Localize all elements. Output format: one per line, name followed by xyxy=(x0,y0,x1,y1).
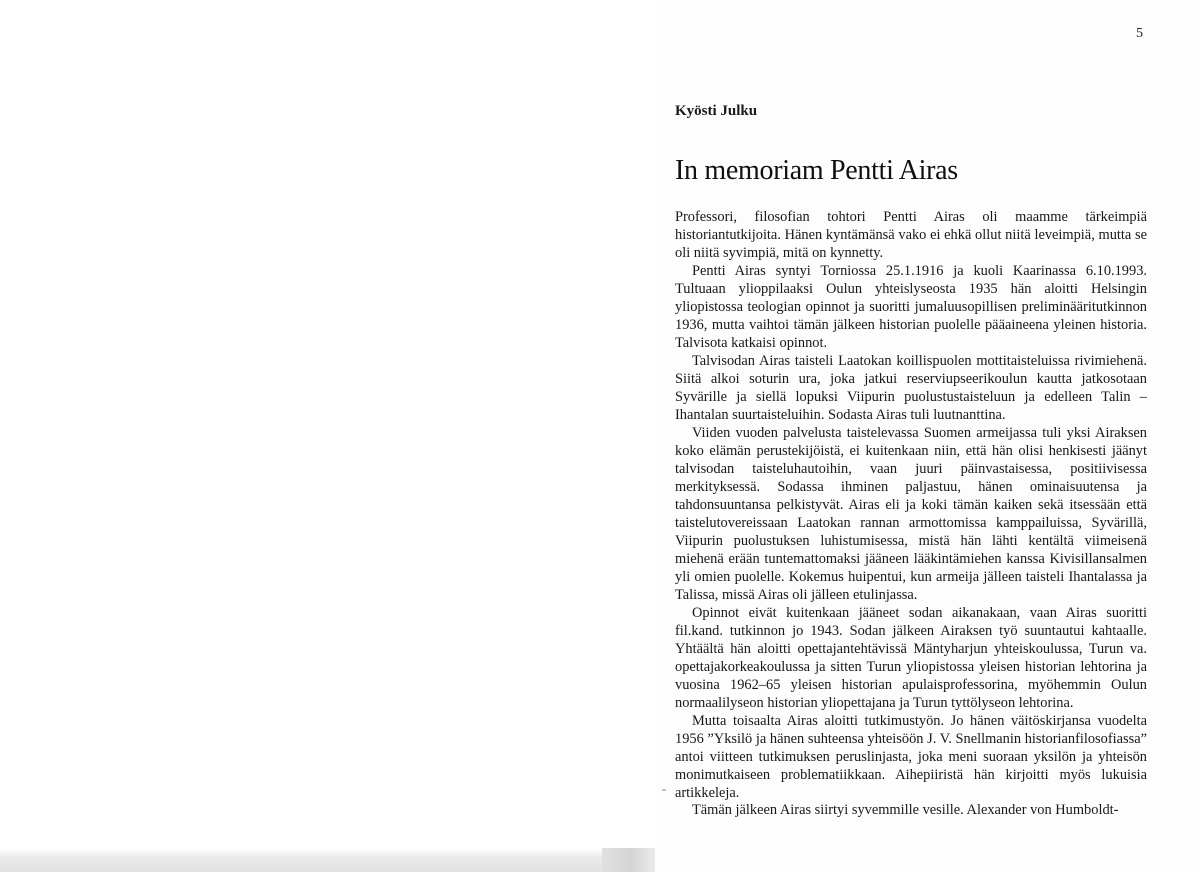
article-body xyxy=(675,209,1147,820)
margin-mark: - xyxy=(662,782,666,796)
article-title: In memoriam Pentti Airas xyxy=(675,155,958,186)
author-name: Kyösti Julku xyxy=(675,103,758,119)
paragraph: Tämän jälkeen Airas siirtyi syvemmille vesille. Alexander von Humboldt- xyxy=(692,802,1119,819)
left-page-bottom-shadow xyxy=(0,848,655,872)
paragraph: Viiden vuoden palvelusta taistelevassa Suomen armeijassa tuli yksi Airaksen koko elämän perustekijöistä, ei kuitenkaan niin, että hän olisi henkisesti jäänyt talvisodan taisteluhautoihin, vaan juuri päinvastaisessa, positiivisessa merkityksessä. Sodassa ihminen paljastuu, hänen ominaisuutensa ja tahdonsuuntansa pelkistyvät. Airas eli ja koki tämän kaiken sekä itsessään että taistelutovereissaan Laatokan rannan armottomissa kamppailuissa, Syvärillä, Viipurin puolustuksen luhistumisessa, mistä hän lähti kentältä viimeisenä miehenä erään tuntemattomaksi jääneen lääkintämiehen kanssa Kivisillansalmen yli omien puolelle. Kokemus huipentui, kun armeija jälleen taisteli Ihantalassa ja Talissa, missä Airas oli jälleen etulinjassa. xyxy=(675,424,1147,603)
paragraph: Mutta toisaalta Airas aloitti tutkimustyön. Jo hänen väitöskirjansa vuodelta 1956 ”Yksilö ja hänen suhteensa yhteisöön J. V. Snellmanin historianfilosofiassa” antoi viitteen tutkimuksen peruslinjasta, joka meni suoraan yksilön ja yhteisön monimutkaiseen problematiikkaan. Aihepiiristä hän kirjoitti myös lukuisia artikkeleja. xyxy=(675,712,1147,801)
paragraph: Talvisodan Airas taisteli Laatokan koillispuolen mottitaisteluissa rivimiehenä. Siitä alkoi soturin ura, joka jatkui reserviupseerikoulun kautta jatkosotaan Syvärille ja siellä lopuksi Viipurin puolustustaisteluun ja edelleen Talin – Ihantalan suurtaisteluihin. Sodasta Airas tuli luutnanttina. xyxy=(675,352,1147,423)
page-number: 5 xyxy=(1136,26,1143,41)
paragraph: Professori, filosofian tohtori Pentti Airas oli maamme tärkeimpiä historiantutkijoita. Hänen kyntämänsä vako ei ehkä ollut niitä leveimpiä, mutta se oli niitä syvimpiä, mitä on kynnetty. xyxy=(675,209,1147,261)
paragraph: Opinnot eivät kuitenkaan jääneet sodan aikanakaan, vaan Airas suoritti fil.kand. tutkinnon jo 1943. Sodan jälkeen Airaksen työ suuntautui kahtaalle. Yhtäältä hän aloitti opettajantehtävissä Mäntyharjun yhteiskoulussa, Turun va. opettajakorkeakoulussa ja sitten Turun yliopistossa yleisen historian lehtorina ja vuosina 1962–65 yleisen historian apulaisprofessorina, myöhemmin Oulun normaalilyseon historian yliopettajana ja Turun tyttölyseon lehtorina. xyxy=(675,604,1147,711)
right-page xyxy=(655,0,1200,872)
book-gutter xyxy=(602,848,660,872)
paragraph: Pentti Airas syntyi Torniossa 25.1.1916 ja kuoli Kaarinassa 6.10.1993. Tultuaan ylioppilaaksi Oulun yhteislyseosta 1935 hän aloitti Helsingin yliopistossa teologian opinnot ja suoritti jumaluusopillisen preliminääritutkinnon 1936, mutta vaihtoi tämän jälkeen historian puolelle pääaineena yleinen historia. Talvisota katkaisi opinnot. xyxy=(675,262,1147,351)
